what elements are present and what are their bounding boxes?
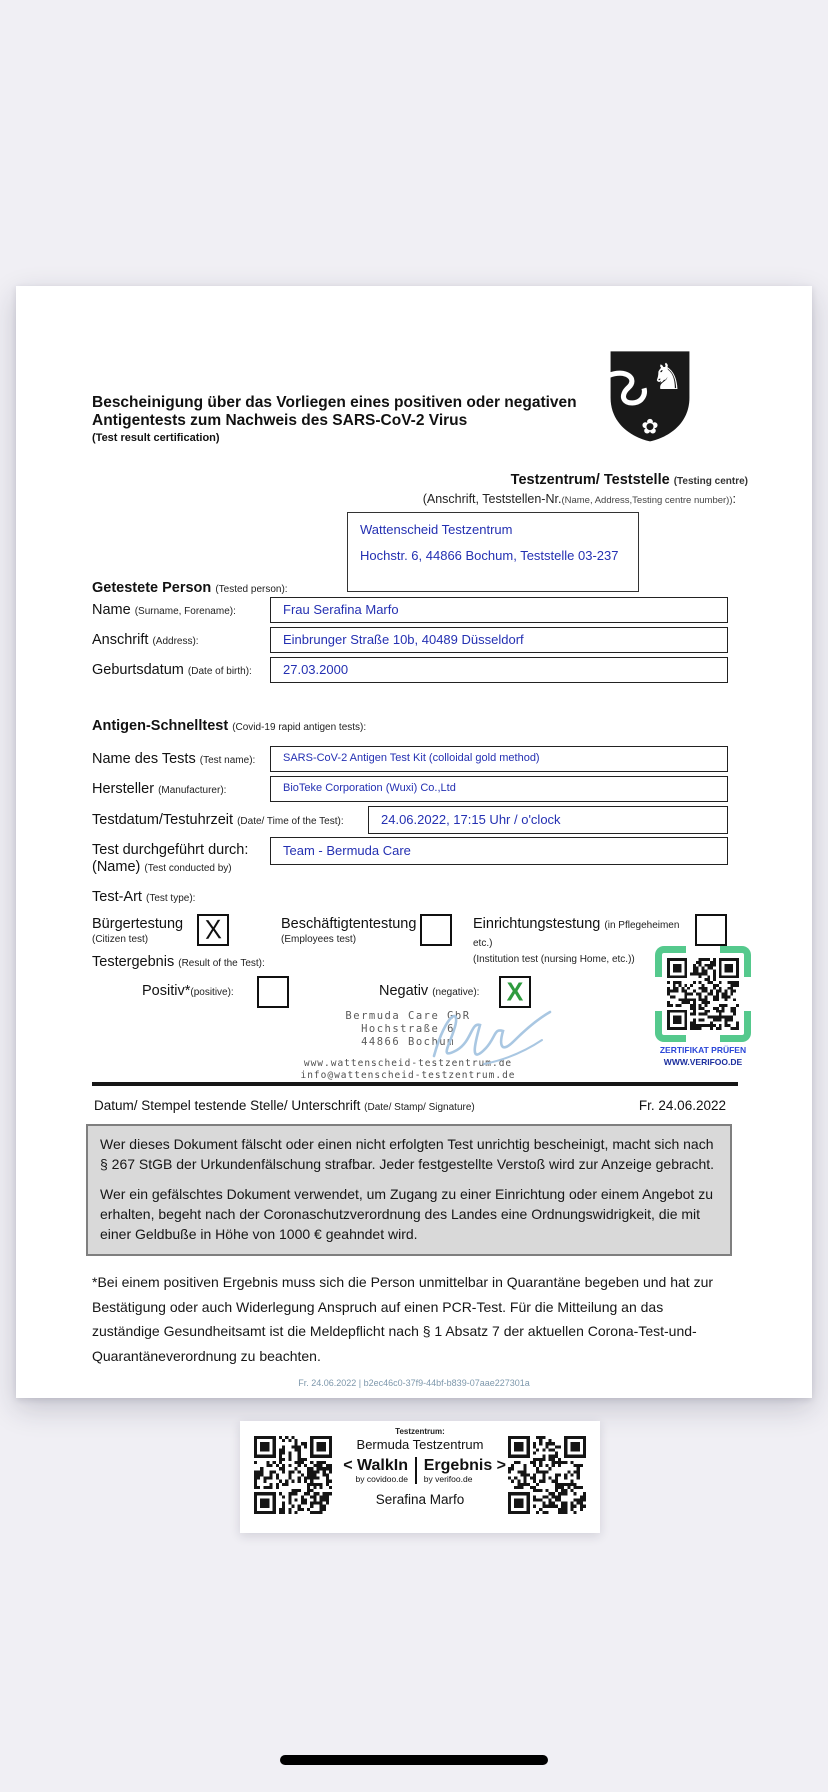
label-testzentrum-caption: Testzentrum: <box>395 1427 445 1436</box>
institution-test-checkbox <box>695 914 727 946</box>
positive-result-footnote: *Bei einem positiven Ergebnis muss sich die Person unmittelbar in Quarantäne begeben und hat zur Bestätigung oder auch Widerlegung Anspruch auf einen PCR-Test. Für die Mitteilung an das zuständige Gesundheitsamt ist die Meldepflicht nach § 1 Absatz 7 der aktuellen Corona-Test-und-Quarantäneverordnung zu beachten. <box>92 1274 714 1364</box>
result-section-heading: Testergebnis (Result of the Test): <box>92 954 265 970</box>
test-label-card <box>240 1421 600 1533</box>
legal-warning-paragraph-2: Wer ein gefälschtes Dokument verwendet, um Zugang zu einer Einrichtung oder einem Angebot zu erhalten, begeht nach der Coronaschutzverordnung des Landes eine Ordnungswidrigkeit, die mit einer Geldbuße in Höhe von 1000 € geahndet wird. <box>100 1186 713 1242</box>
walkin-qr-code <box>254 1436 332 1514</box>
nrw-coat-of-arms-icon <box>603 348 697 444</box>
conducted-by-label: Test durchgeführt durch: (Name) (Test conducted by) <box>92 842 249 875</box>
positive-checkbox <box>257 976 289 1008</box>
document-id-line: Fr. 24.06.2022 | b2ec46c0-37f9-44bf-b839-07aae227301a <box>298 1378 530 1388</box>
name-label: Name (Surname, Forename): <box>92 602 236 618</box>
manufacturer-label: Hersteller (Manufacturer): <box>92 781 227 797</box>
institution-test-label: Einrichtungstestung (in Pflegeheimen etc.) (Institution test (nursing Home, etc.)) <box>473 916 680 965</box>
svg-text:✿: ✿ <box>641 414 659 439</box>
testdate-field: 24.06.2022, 17:15 Uhr / o'clock <box>368 806 728 834</box>
manufacturer-field: BioTeke Corporation (Wuxi) Co.,Ltd <box>270 776 728 802</box>
verify-qr-code <box>667 958 739 1030</box>
testdate-label: Testdatum/Testuhrzeit (Date/ Time of the Test): <box>92 812 344 828</box>
result-qr-code <box>508 1436 586 1514</box>
label-testzentrum-name: Bermuda Testzentrum <box>356 1437 484 1452</box>
verify-qr-frame <box>659 950 747 1038</box>
testcentre-name: Wattenscheid Testzentrum <box>360 522 513 537</box>
test-section-heading: Antigen-Schnelltest (Covid-19 rapid antigen tests): <box>92 718 367 734</box>
address-label: Anschrift (Address): <box>92 632 199 648</box>
svg-text:♞: ♞ <box>651 357 684 399</box>
label-person-name: Serafina Marfo <box>375 1492 465 1507</box>
walkin-result-row <box>334 1457 506 1484</box>
certificate-page <box>16 286 812 1398</box>
title-line1: Bescheinigung über das Vorliegen eines positiven oder negativen <box>92 394 577 411</box>
date-stamp-signature-label: Datum/ Stempel testende Stelle/ Unterschrift (Date/ Stamp/ Signature) <box>94 1098 475 1113</box>
signature <box>424 1000 564 1080</box>
employees-test-checkbox <box>420 914 452 946</box>
citizen-test-checkmark: X <box>204 914 222 945</box>
legal-warning-box <box>86 1124 732 1256</box>
address-field: Einbrunger Straße 10b, 40489 Düsseldorf <box>270 627 728 653</box>
negative-checkmark: X <box>506 976 524 1007</box>
negative-label: Negativ (negative): <box>379 983 480 999</box>
testcentre-stamp: Bermuda Care GbR Hochstraße 6 44866 Bochum www.wattenscheid-testzentrum.de info@wattenscheid-testzentrum.de <box>300 1010 516 1081</box>
verify-caption: ZERTIFIKAT PRÜFEN WWW.VERIFOO.DE <box>659 1045 747 1067</box>
certificate-date: Fr. 24.06.2022 <box>638 1098 726 1113</box>
walkin-by-label: by covidoo.de <box>355 1474 408 1484</box>
testcentre-header-en: (Testing centre) <box>673 476 748 487</box>
birthdate-label: Geburtsdatum (Date of birth): <box>92 662 252 678</box>
testname-field: SARS-CoV-2 Antigen Test Kit (colloidal gold method) <box>270 746 728 772</box>
birthdate-field: 27.03.2000 <box>270 657 728 683</box>
testcentre-subheader: (Anschrift, Teststellen-Nr.(Name, Address,Testing centre number)): <box>422 492 736 506</box>
conducted-by-field: Team - Bermuda Care <box>270 837 728 865</box>
walkin-label: < WalkIn <box>343 1457 408 1474</box>
test-type-heading: Test-Art (Test type): <box>92 889 196 905</box>
title-line2: Antigentests zum Nachweis des SARS-CoV-2 Virus <box>92 412 468 429</box>
certificate-title <box>92 394 652 430</box>
citizen-test-label: Bürgertestung (Citizen test) <box>92 916 184 945</box>
result-by-label: by verifoo.de <box>423 1474 473 1484</box>
testcentre-field <box>347 512 639 592</box>
testcentre-header-de: Testzentrum/ Teststelle <box>510 472 670 488</box>
home-indicator[interactable] <box>280 1755 548 1765</box>
positive-label: Positiv*(positive): <box>142 983 234 999</box>
title-subtitle: (Test result certification) <box>92 432 220 444</box>
testcentre-address: Hochstr. 6, 44866 Bochum, Teststelle 03-237 <box>360 548 619 563</box>
employees-test-label: Beschäftigtentestung (Employees test) <box>281 916 417 945</box>
testname-label: Name des Tests (Test name): <box>92 751 256 767</box>
result-label: Ergebnis > <box>423 1457 506 1474</box>
legal-warning-paragraph-1: Wer dieses Dokument fälscht oder einen nicht erfolgten Test unrichtig bescheinigt, macht sich nach § 267 StGB der Urkundenfälschung strafbar. Jeder festgestellte Verstoß wird zur Anzeige gebracht. <box>100 1136 715 1172</box>
label-card-center <box>334 1427 506 1507</box>
name-field: Frau Serafina Marfo <box>270 597 728 623</box>
person-section-heading: Getestete Person (Tested person): <box>92 580 288 596</box>
testcentre-header <box>511 472 748 488</box>
separator-rule <box>92 1082 738 1086</box>
citizen-test-checkbox <box>197 914 229 946</box>
